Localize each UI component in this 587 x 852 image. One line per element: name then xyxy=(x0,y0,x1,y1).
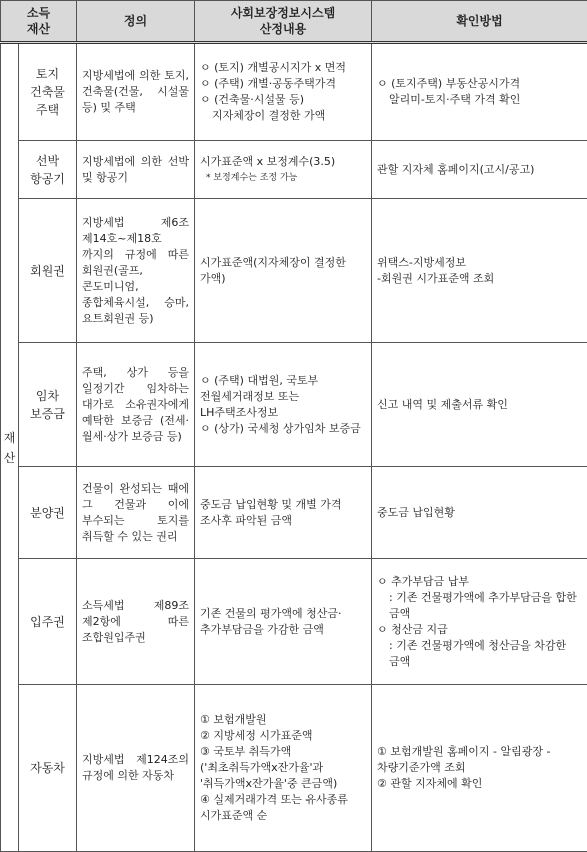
method-cell: 위택스-지방세정보 -회원권 시가표준액 조회 xyxy=(372,199,587,343)
calc-cell: 중도금 납입현황 및 개별 가격 조사후 파악된 금액 xyxy=(195,467,372,559)
method-cell: ① 보험개발원 홈페이지 - 알림광장 - 차량기준가액 조회 ② 관할 지자체에 확인 xyxy=(372,685,587,852)
definition-cell: 건물이 완성되는 때에 그 건물과 이에 부수되는 토지를 취득할 수 있는 권리 xyxy=(77,467,195,559)
table-row xyxy=(1,559,587,685)
table-row xyxy=(1,467,587,559)
definition-cell: 지방세법 제6조 제14호~제18호 까지의 규정에 따른 회원권(골프, 콘도미니엄, 종합체육시설, 승마, 요트회원권 등) xyxy=(77,199,195,343)
row-label-land-building: 토지 건축물 주택 xyxy=(19,43,77,141)
row-label-ship-aircraft: 선박 항공기 xyxy=(19,141,77,199)
header-check-method: 확인방법 xyxy=(372,1,587,43)
row-label-occupancy-right: 입주권 xyxy=(19,559,77,685)
method-cell: 관할 지자체 홈페이지(고시/공고) xyxy=(372,141,587,199)
calc-cell: 시가표준액(지자체장이 결정한 가액) xyxy=(195,199,372,343)
row-label-lease-deposit: 임차 보증금 xyxy=(19,343,77,467)
table-row xyxy=(1,141,587,199)
header-calc-content: 사회보장정보시스템 산정내용 xyxy=(195,1,372,43)
calc-cell: 기존 건물의 평가액에 청산금· 추가부담금을 가감한 금액 xyxy=(195,559,372,685)
header-definition: 정의 xyxy=(77,1,195,43)
calc-cell: 시가표준액 x 보정계수(3.5) * 보정계수는 조정 가능 xyxy=(195,141,372,199)
definition-cell: 지방세법에 의한 토지, 건축물(건물, 시설물 등) 및 주택 xyxy=(77,43,195,141)
definition-cell: 주택, 상가 등을 일정기간 임차하는 대가로 소유권자에게 예탁한 보증금 (전세·월세·상가 보증금 등) xyxy=(77,343,195,467)
method-cell: ㅇ (토지주택) 부동산공시가격 알리미-토지·주택 가격 확인 xyxy=(372,43,587,141)
table-row xyxy=(1,685,587,852)
row-label-vehicle: 자동차 xyxy=(19,685,77,852)
table-row xyxy=(1,199,587,343)
table-row xyxy=(1,343,587,467)
category-cell-asset: 재 산 xyxy=(1,43,19,852)
row-label-membership: 회원권 xyxy=(19,199,77,343)
table-row xyxy=(1,43,587,141)
definition-cell: 지방세법에 의한 선박 및 항공기 xyxy=(77,141,195,199)
row-label-presale-right: 분양권 xyxy=(19,467,77,559)
method-cell: 신고 내역 및 제출서류 확인 xyxy=(372,343,587,467)
method-cell: ㅇ 추가부담금 납부 : 기존 건물평가액에 추가부담금을 합한 금액 ㅇ 청산금 지급 : 기존 건물평가액에 청산금을 차감한 금액 xyxy=(372,559,587,685)
definition-cell: 지방세법 제124조의 규정에 의한 자동차 xyxy=(77,685,195,852)
header-row xyxy=(1,1,587,43)
definition-cell: 소득세법 제89조 제2항에 따른 조합원입주권 xyxy=(77,559,195,685)
method-cell: 중도금 납입현황 xyxy=(372,467,587,559)
calc-cell: ① 보험개발원 ② 지방세정 시가표준액 ③ 국토부 취득가액('최초취득가액x잔가율'과 '취득가액x잔가율'중 큰금액) ④ 실제거래가격 또는 유사종류 시가표준액 순 xyxy=(195,685,372,852)
calc-cell: ㅇ (주택) 대법원, 국토부 전월세거래정보 또는 LH주택조사정보 ㅇ (상가) 국세청 상가임차 보증금 xyxy=(195,343,372,467)
header-income-asset: 소득 재산 xyxy=(1,1,77,43)
calc-cell: ㅇ (토지) 개별공시지가 x 면적 ㅇ (주택) 개별·공동주택가격 ㅇ (건축물·시설물 등) 지자체장이 결정한 가액 xyxy=(195,43,372,141)
